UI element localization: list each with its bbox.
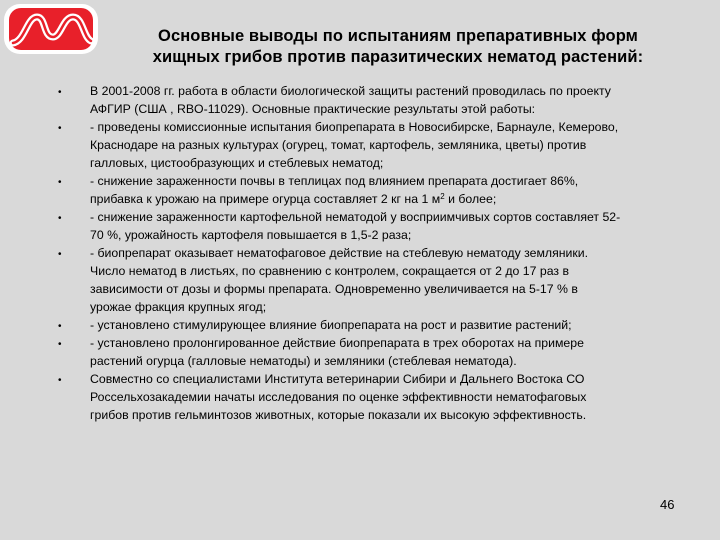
page-number: 46	[660, 497, 675, 512]
bullet-icon: •	[58, 213, 62, 224]
text-line: В 2001-2008 гг. работа в области биологической защиты растений проводилась по проекту	[90, 84, 611, 98]
text-line: 70 %, урожайность картофеля повышается в 1,5-2 раза;	[90, 228, 412, 242]
text-line: АФГИР (США , RBO-11029). Основные практические результаты этой работы:	[90, 102, 536, 116]
text-line: растений огурца (галловые нематоды) и земляники (стеблевая нематода).	[90, 354, 517, 368]
text-line: грибов против гельминтозов животных, которые показали их высокую эффективность.	[90, 408, 587, 422]
slide-title-line: хищных грибов против паразитических нематод растений:	[152, 48, 644, 66]
list-item	[90, 118, 700, 172]
bullet-icon: •	[58, 375, 62, 386]
list-item	[90, 208, 700, 244]
organization-logo	[3, 3, 99, 55]
bullet-icon: •	[58, 123, 62, 134]
text-line: - снижение зараженности почвы в теплицах под влиянием препарата достигает 86%,	[90, 174, 579, 188]
bullet-icon: •	[58, 321, 62, 332]
bullet-icon: •	[58, 339, 62, 350]
text-line: - снижение зараженности картофельной нематодой у восприимчивых сортов составляет 52-	[90, 210, 621, 224]
text-line: Россельхозакадемии начаты исследования по оценке эффективности нематофаговых	[90, 390, 587, 404]
list-item	[90, 334, 700, 370]
slide-body	[90, 82, 700, 424]
text-fragment: и более;	[444, 192, 497, 206]
superscript: 2	[440, 192, 445, 201]
text-fragment: прибавка к урожаю на примере огурца составляет 2 кг на 1 м	[90, 192, 441, 206]
slide-title-line: Основные выводы по испытаниям препаративных форм	[158, 27, 638, 45]
text-line: - проведены комиссионные испытания биопрепарата в Новосибирске, Барнауле, Кемерово,	[90, 120, 619, 134]
text-line: Краснодаре на разных культурах (огурец, томат, картофель, земляника, цветы) против	[90, 138, 587, 152]
text-line: галловых, цистообразующих и стеблевых нематод;	[90, 156, 384, 170]
text-line: урожае фракция крупных ягод;	[90, 300, 267, 314]
bullet-icon: •	[58, 177, 62, 188]
text-line: Совместно со специалистами Института ветеринарии Сибири и Дальнего Востока СО	[90, 372, 585, 386]
text-line: - установлено пролонгированное действие биопрепарата в трех оборотах на примере	[90, 336, 584, 350]
bullet-icon: •	[58, 87, 62, 98]
bullet-column	[58, 85, 78, 405]
list-item	[90, 316, 700, 334]
text-line: - установлено стимулирующее влияние биопрепарата на рост и развитие растений;	[90, 318, 572, 332]
list-item	[90, 172, 700, 208]
text-line: зависимости от дозы и формы препарата. Одновременно увеличивается на 5-17 % в	[90, 282, 578, 296]
bullet-icon: •	[58, 249, 62, 260]
list-item	[90, 370, 700, 424]
slide-title	[108, 26, 688, 68]
text-line: Число нематод в листьях, по сравнению с контролем, сокращается от 2 до 17 раз в	[90, 264, 569, 278]
list-item	[90, 244, 700, 316]
list-item	[90, 82, 700, 118]
text-line	[90, 190, 700, 208]
text-line: - биопрепарат оказывает нематофаговое действие на стеблевую нематоду земляники.	[90, 246, 589, 260]
